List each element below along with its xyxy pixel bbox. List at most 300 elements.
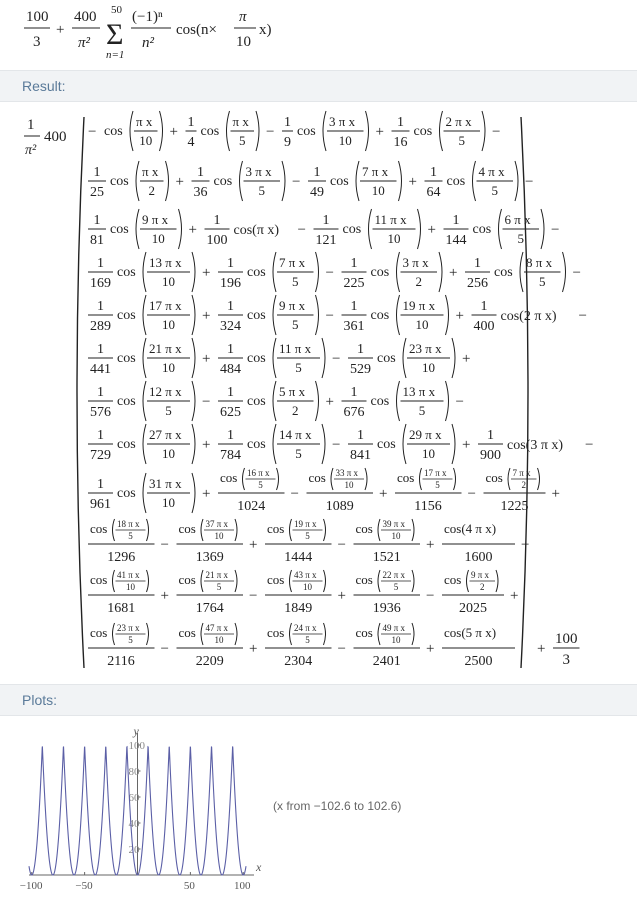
term-r2-t4-sign: − <box>551 222 560 238</box>
term-r11-t1-cos: cos <box>178 625 196 640</box>
term-r4-t1-den: 324 <box>220 319 241 334</box>
term-r3-t3-den: 256 <box>467 276 488 291</box>
term-r0-t3-cos: cos <box>413 124 433 139</box>
term-r7-t0-den: 729 <box>90 448 111 463</box>
term-r10-t3-cos: cos <box>355 572 373 587</box>
term-r4-t0-num: 1 <box>97 299 104 314</box>
term-r9-t3-cos: cos <box>355 521 373 536</box>
term-r11-t0-arg-den: 5 <box>128 635 133 645</box>
frac-3: 3 <box>33 34 41 50</box>
term-r8-t2-sign: − <box>290 486 299 502</box>
term-r2-t2-cos: cos <box>342 222 362 237</box>
term-r7-t2-arg-den: 10 <box>422 446 435 461</box>
term-r8-t4-arg-den: 2 <box>521 480 526 490</box>
term-r8-t1-arg-num: 16 π x <box>247 468 270 478</box>
term-r6-t2-arg-den: 5 <box>418 403 426 418</box>
term-r2-t3-cos: cos <box>472 222 492 237</box>
frac-100: 100 <box>26 9 49 25</box>
term-r4-t0-den: 289 <box>90 319 111 334</box>
term-r9-t0-cos: cos <box>90 521 108 536</box>
expression-row <box>88 209 559 249</box>
expression-row <box>88 519 529 565</box>
term-r3-t3-num: 1 <box>474 256 481 271</box>
expression-row <box>88 161 533 201</box>
term-r10-t1-arg-den: 5 <box>216 582 222 592</box>
term-r2-t3-den: 144 <box>445 233 467 248</box>
term-r2-t0-num: 1 <box>93 213 101 228</box>
term-r7-t1-num: 1 <box>227 428 234 443</box>
term-r6-t3-sign: − <box>455 394 464 410</box>
term-r10-t1-sign: + <box>160 588 169 604</box>
term-r5-t1-sign: + <box>202 351 211 367</box>
term-r8-t3-den: 1156 <box>414 499 442 514</box>
term-r7-t3-num: 1 <box>487 428 494 443</box>
term-r9-t4-sign: + <box>426 537 435 553</box>
term-r11-t0-den: 2116 <box>107 654 135 669</box>
term-r8-t3-cos: cos <box>397 470 415 485</box>
term-r10-t4-den: 2025 <box>459 601 487 616</box>
term-r4-t1-num: 1 <box>227 299 234 314</box>
term-r0-t2-cos: cos <box>297 124 316 139</box>
expression-row <box>88 570 518 616</box>
term-r3-t0-arg-num: 13 π x <box>149 255 182 270</box>
frac-n-squared: n² <box>142 35 154 51</box>
term-r4-t1-arg-num: 9 π x <box>279 298 306 313</box>
term-r11-t1-sign: − <box>160 641 169 657</box>
plot-chart[interactable] <box>0 715 270 892</box>
term-r1-t2-sign: − <box>292 174 301 190</box>
term-r3-t2-sign: − <box>325 265 334 281</box>
term-r8-t4-den: 1225 <box>500 499 529 514</box>
expression-row <box>88 338 470 378</box>
term-r11-t2-arg-den: 5 <box>305 635 310 645</box>
term-r6-t1-den: 625 <box>220 405 241 420</box>
term-r7-t2-cos: cos <box>377 437 396 452</box>
term-r8-t0-cos: cos <box>117 486 136 501</box>
term-r0-t2-num: 1 <box>284 115 291 130</box>
term-r6-t0-num: 1 <box>97 385 104 400</box>
term-r9-t2-cos: cos <box>267 521 285 536</box>
term-r3-t2-arg-den: 2 <box>415 274 422 289</box>
sigma-symbol: Σ <box>106 18 124 51</box>
prefix-coefficient: 400 <box>44 129 67 145</box>
term-r4-t0-arg-num: 17 π x <box>149 298 182 313</box>
term-r6-t0-arg-num: 12 π x <box>149 384 182 399</box>
term-r2-t2-sign: − <box>297 222 306 238</box>
term-r5-t1-arg-den: 5 <box>295 360 302 375</box>
term-r2-t2-den: 121 <box>315 233 337 248</box>
term-r6-t1-sign: − <box>202 394 211 410</box>
term-r5-t1-den: 484 <box>220 362 241 377</box>
term-r0-t1-den: 4 <box>187 135 195 150</box>
term-r1-t1-arg-den: 5 <box>258 183 265 198</box>
term-r5-t0-arg-den: 10 <box>162 360 175 375</box>
term-r5-t0-cos: cos <box>117 351 136 366</box>
y-tick-label: 80 <box>128 766 140 778</box>
term-r8-t1-cos: cos <box>220 470 238 485</box>
term-r2-t0-cos: cos <box>110 222 129 237</box>
term-r4-t0-cos: cos <box>117 308 136 323</box>
term-r0-t3-arg-den: 5 <box>458 133 465 148</box>
result-expression-svg <box>0 101 637 683</box>
term-r3-t1-num: 1 <box>227 256 234 271</box>
term-r4-t0-arg-den: 10 <box>162 317 175 332</box>
y-tick-label: 20 <box>128 844 140 856</box>
term-r2-t0-arg-den: 10 <box>151 231 165 246</box>
term-r10-t1-den: 1764 <box>195 601 224 616</box>
term-r8-t0-num: 1 <box>97 477 104 492</box>
sum-lower: n=1 <box>106 49 125 61</box>
plot-panel <box>0 715 637 892</box>
term-r7-t3-den: 900 <box>480 448 501 463</box>
term-r8-t0-den: 961 <box>90 497 111 512</box>
term-r9-t3-den: 1521 <box>372 550 401 565</box>
term-r3-t0-num: 1 <box>97 256 104 271</box>
term-r1-t0-cos: cos <box>110 174 129 189</box>
term-r9-t4-den: 1600 <box>464 550 493 565</box>
term-r7-t1-arg-num: 14 π x <box>279 427 312 442</box>
y-tick-label: 100 <box>128 740 145 752</box>
y-axis-label: y <box>133 724 139 738</box>
term-r10-t2-cos: cos <box>267 572 285 587</box>
term-r1-t1-den: 36 <box>193 185 208 200</box>
term-r1-t3-arg-num: 4 π x <box>478 164 505 179</box>
term-r0-t2-arg-den: 10 <box>338 133 352 148</box>
term-r11-t2-den: 2304 <box>284 654 313 669</box>
term-r5-t3-sign: + <box>462 351 471 367</box>
expression-row <box>88 424 593 464</box>
term-r3-t1-arg-num: 7 π x <box>279 255 306 270</box>
term-r1-t1-num: 1 <box>197 165 204 180</box>
term-r11-t2-cos: cos <box>267 625 285 640</box>
term-r2-t1-sign: + <box>188 222 197 238</box>
term-r11-t3-arg-num: 49 π x <box>382 623 406 633</box>
term-r4-t1-arg-den: 5 <box>292 317 299 332</box>
term-r2-t2-arg-den: 10 <box>387 231 401 246</box>
term-r9-t2-den: 1444 <box>284 550 313 565</box>
cos-n-times: cos(n× <box>176 22 217 38</box>
term-r3-t2-arg-num: 3 π x <box>402 255 429 270</box>
term-r3-t1-den: 196 <box>220 276 241 291</box>
term-r3-t2-num: 1 <box>350 256 358 271</box>
term-r6-t0-cos: cos <box>117 394 136 409</box>
term-r8-t2-arg-den: 10 <box>344 480 354 490</box>
term-r9-t0-arg-den: 5 <box>128 531 133 541</box>
prefix-denominator: π² <box>25 143 37 158</box>
term-r3-t0-cos: cos <box>117 265 136 280</box>
term-r8-t4-sign: − <box>467 486 476 502</box>
term-r9-t1-arg-num: 37 π x <box>205 519 229 529</box>
term-r11-t6-num: 100 <box>555 631 578 647</box>
term-r3-t0-arg-den: 10 <box>162 274 175 289</box>
term-r8-t3-sign: + <box>379 486 388 502</box>
frac-10: 10 <box>236 34 251 50</box>
term-r9-t1-den: 1369 <box>195 550 224 565</box>
term-r8-t1-arg-den: 5 <box>258 480 263 490</box>
expression-row <box>88 468 560 514</box>
prefix-numerator: 1 <box>27 117 35 133</box>
frac-neg1-n: (−1)ⁿ <box>132 9 163 25</box>
term-r10-t0-arg-den: 10 <box>126 582 135 592</box>
term-r2-t0-arg-num: 9 π x <box>142 212 169 227</box>
term-r4-t2-num: 1 <box>350 299 358 314</box>
x-tick-label: −100 <box>19 880 43 892</box>
term-r3-t2-cos: cos <box>370 265 390 280</box>
expression-row <box>88 111 500 151</box>
term-r0-t0-sign: − <box>88 124 97 140</box>
term-r1-t0-den: 25 <box>90 185 104 200</box>
term-r2-t1-plain: cos(π x) <box>233 223 280 238</box>
x-close: x) <box>259 22 272 38</box>
result-section-header <box>0 70 637 102</box>
term-r10-t2-den: 1849 <box>284 601 313 616</box>
term-r3-t3-arg-num: 8 π x <box>526 255 553 270</box>
term-r7-t1-arg-den: 5 <box>295 446 302 461</box>
term-r1-t2-arg-num: 7 π x <box>362 164 389 179</box>
x-tick-label: 50 <box>183 880 195 892</box>
term-r0-t2-arg-num: 3 π x <box>329 114 356 129</box>
term-r1-t0-arg-num: π x <box>142 164 159 179</box>
term-r10-t0-arg-num: 41 π x <box>117 570 140 580</box>
term-r8-t3-arg-den: 5 <box>435 480 440 490</box>
term-r2-t3-arg-den: 5 <box>517 231 524 246</box>
term-r9-t2-arg-den: 5 <box>305 531 310 541</box>
term-r0-t0-arg-den: 10 <box>139 133 153 148</box>
term-r5-t2-num: 1 <box>357 342 364 357</box>
term-r4-t2-sign: − <box>325 308 334 324</box>
frac-400: 400 <box>74 9 97 25</box>
term-r1-t0-arg-den: 2 <box>148 183 155 198</box>
input-formula <box>0 0 637 70</box>
term-r5-t1-cos: cos <box>247 351 266 366</box>
term-r1-t2-arg-den: 10 <box>371 183 385 198</box>
term-r3-t3-arg-den: 5 <box>539 274 546 289</box>
term-r10-t2-arg-num: 43 π x <box>294 570 317 580</box>
sum-upper: 50 <box>111 4 122 16</box>
term-r11-t3-den: 2401 <box>372 654 401 669</box>
term-r11-t2-arg-num: 24 π x <box>294 623 317 633</box>
term-r4-t3-sign: + <box>455 308 464 324</box>
term-r11-t0-arg-num: 23 π x <box>117 623 140 633</box>
term-r8-t4-arg-num: 7 π x <box>512 468 531 478</box>
term-r11-t1-arg-num: 47 π x <box>205 623 229 633</box>
input-formula-svg <box>0 0 637 70</box>
term-r10-t3-den: 1936 <box>372 601 401 616</box>
term-r10-t2-sign: − <box>249 588 258 604</box>
term-r10-t0-den: 1681 <box>107 601 136 616</box>
big-close-paren <box>521 117 528 668</box>
term-r6-t1-arg-den: 2 <box>292 403 299 418</box>
term-r8-t0-arg-num: 31 π x <box>149 476 182 491</box>
term-r2-t2-arg-num: 11 π x <box>374 212 407 227</box>
term-r11-t6-sign: + <box>537 641 546 657</box>
term-r6-t2-den: 676 <box>343 405 365 420</box>
term-r6-t2-num: 1 <box>350 385 358 400</box>
term-r0-t4-sign: − <box>492 124 501 140</box>
term-r5-t2-arg-den: 10 <box>422 360 435 375</box>
term-r9-t1-cos: cos <box>178 521 196 536</box>
term-r0-t3-arg-num: 2 π x <box>445 114 472 129</box>
plots-label: Plots: <box>22 692 58 708</box>
term-r2-t3-sign: + <box>427 222 436 238</box>
term-r7-t0-num: 1 <box>97 428 104 443</box>
term-r3-t1-sign: + <box>202 265 211 281</box>
frac-pi-squared: π² <box>78 35 91 51</box>
term-r10-t5-sign: + <box>510 588 519 604</box>
term-r3-t1-arg-den: 5 <box>292 274 299 289</box>
term-r6-t2-sign: + <box>325 394 334 410</box>
term-r4-t2-cos: cos <box>370 308 390 323</box>
big-open-paren <box>77 117 84 668</box>
term-r5-t2-arg-num: 23 π x <box>409 341 442 356</box>
term-r7-t1-den: 784 <box>220 448 241 463</box>
expression-row <box>88 295 587 335</box>
term-r6-t1-num: 1 <box>227 385 234 400</box>
term-r7-t0-cos: cos <box>117 437 136 452</box>
term-r1-t3-cos: cos <box>446 174 466 189</box>
term-r11-t4-sign: + <box>426 641 435 657</box>
term-r7-t4-sign: − <box>585 437 594 453</box>
term-r6-t0-arg-den: 5 <box>165 403 172 418</box>
term-r5-t2-cos: cos <box>377 351 396 366</box>
term-r4-t4-sign: − <box>578 308 587 324</box>
term-r0-t1-num: 1 <box>187 115 195 130</box>
term-r11-t1-arg-den: 10 <box>214 635 224 645</box>
term-r11-t1-den: 2209 <box>195 654 224 669</box>
term-r1-t3-sign: + <box>408 174 417 190</box>
term-r0-t0-cos: cos <box>104 124 123 139</box>
expression-row <box>88 252 581 292</box>
term-r1-t2-num: 1 <box>313 165 321 180</box>
term-r0-t3-den: 16 <box>393 135 408 150</box>
term-r6-t2-arg-num: 13 π x <box>402 384 436 399</box>
term-r9-t1-sign: − <box>160 537 169 553</box>
term-r1-t1-sign: + <box>175 174 184 190</box>
term-r5-t0-arg-num: 21 π x <box>149 341 182 356</box>
term-r11-t3-sign: − <box>337 641 346 657</box>
term-r2-t3-num: 1 <box>452 213 460 228</box>
term-r2-t0-den: 81 <box>90 233 104 248</box>
term-r11-t3-arg-den: 10 <box>391 635 401 645</box>
result-expression <box>0 101 637 683</box>
term-r4-t1-cos: cos <box>247 308 266 323</box>
y-tick-label: 60 <box>128 792 140 804</box>
term-r7-t2-den: 841 <box>350 448 371 463</box>
term-r6-t1-cos: cos <box>247 394 266 409</box>
term-r10-t2-arg-den: 10 <box>303 582 312 592</box>
term-r8-t1-sign: + <box>202 486 211 502</box>
term-r10-t1-cos: cos <box>178 572 196 587</box>
term-r9-t2-arg-num: 19 π x <box>294 519 317 529</box>
term-r3-t3-cos: cos <box>494 265 513 280</box>
term-r8-t3-arg-num: 17 π x <box>424 468 447 478</box>
term-r5-t0-num: 1 <box>97 342 104 357</box>
term-r10-t3-sign: + <box>337 588 346 604</box>
term-r9-t0-den: 1296 <box>107 550 136 565</box>
term-r9-t3-sign: − <box>337 537 346 553</box>
term-r6-t1-arg-num: 5 π x <box>279 384 306 399</box>
term-r7-t1-cos: cos <box>247 437 266 452</box>
expression-row <box>88 381 464 421</box>
term-r3-t3-sign: + <box>449 265 458 281</box>
term-r8-t1-den: 1024 <box>237 499 266 514</box>
term-r9-t0-arg-num: 18 π x <box>117 519 140 529</box>
term-r0-t1-arg-num: π x <box>232 114 249 129</box>
frac-pi: π <box>239 9 247 25</box>
term-r3-t0-den: 169 <box>90 276 111 291</box>
term-r7-t3-sign: + <box>462 437 471 453</box>
term-r0-t3-num: 1 <box>397 115 404 130</box>
term-r4-t3-plain: cos(2 π x) <box>500 309 557 324</box>
term-r7-t0-arg-den: 10 <box>162 446 175 461</box>
term-r0-t0-arg-num: π x <box>136 114 153 129</box>
plus-sign: + <box>56 22 65 38</box>
term-r8-t2-arg-num: 33 π x <box>335 468 359 478</box>
term-r9-t4-plain: cos(4 π x) <box>444 521 497 536</box>
term-r5-t1-arg-num: 11 π x <box>279 341 312 356</box>
term-r7-t1-sign: + <box>202 437 211 453</box>
term-r11-t4-den: 2500 <box>464 654 493 669</box>
term-r5-t0-den: 441 <box>90 362 111 377</box>
term-r0-t2-sign: − <box>266 124 275 140</box>
term-r8-t2-cos: cos <box>308 470 326 485</box>
term-r10-t0-cos: cos <box>90 572 108 587</box>
term-r4-t3-num: 1 <box>480 299 488 314</box>
term-r1-t3-den: 64 <box>426 185 441 200</box>
term-r1-t3-num: 1 <box>430 165 437 180</box>
y-tick-label: 40 <box>128 818 140 830</box>
x-tick-label: −50 <box>75 880 93 892</box>
term-r4-t3-den: 400 <box>473 319 495 334</box>
term-r10-t1-arg-num: 21 π x <box>205 570 229 580</box>
term-r1-t0-num: 1 <box>93 165 101 180</box>
term-r8-t2-den: 1089 <box>325 499 354 514</box>
plots-section-header <box>0 684 637 716</box>
term-r6-t0-den: 576 <box>90 405 111 420</box>
term-r7-t3-plain: cos(3 π x) <box>507 438 564 453</box>
term-r7-t0-arg-num: 27 π x <box>149 427 182 442</box>
term-r9-t1-arg-den: 10 <box>214 531 224 541</box>
term-r11-t0-cos: cos <box>90 625 108 640</box>
term-r0-t1-arg-den: 5 <box>239 133 246 148</box>
term-r10-t4-arg-den: 2 <box>480 582 485 592</box>
term-r4-t2-den: 361 <box>343 319 365 334</box>
term-r1-t2-cos: cos <box>330 174 349 189</box>
term-r9-t5-sign: − <box>521 537 530 553</box>
term-r11-t2-sign: + <box>249 641 258 657</box>
term-r4-t1-sign: + <box>202 308 211 324</box>
term-r2-t1-num: 1 <box>213 213 221 228</box>
term-r1-t2-den: 49 <box>310 185 324 200</box>
term-r11-t4-plain: cos(5 π x) <box>444 625 497 640</box>
term-r0-t3-sign: + <box>375 124 384 140</box>
x-tick-label: 100 <box>234 880 251 892</box>
term-r11-t3-cos: cos <box>355 625 373 640</box>
term-r3-t1-cos: cos <box>247 265 266 280</box>
term-r4-t2-arg-den: 10 <box>415 317 429 332</box>
term-r1-t3-arg-den: 5 <box>491 183 498 198</box>
term-r8-t4-cos: cos <box>485 470 503 485</box>
term-r9-t2-sign: + <box>249 537 258 553</box>
term-r2-t3-arg-num: 6 π x <box>504 212 531 227</box>
term-r8-t5-sign: + <box>551 486 560 502</box>
term-r0-t2-den: 9 <box>284 135 291 150</box>
term-r7-t2-sign: − <box>332 437 341 453</box>
result-label: Result: <box>22 78 66 94</box>
term-r10-t4-sign: − <box>426 588 435 604</box>
term-r10-t4-cos: cos <box>444 572 462 587</box>
expression-row <box>88 623 580 669</box>
